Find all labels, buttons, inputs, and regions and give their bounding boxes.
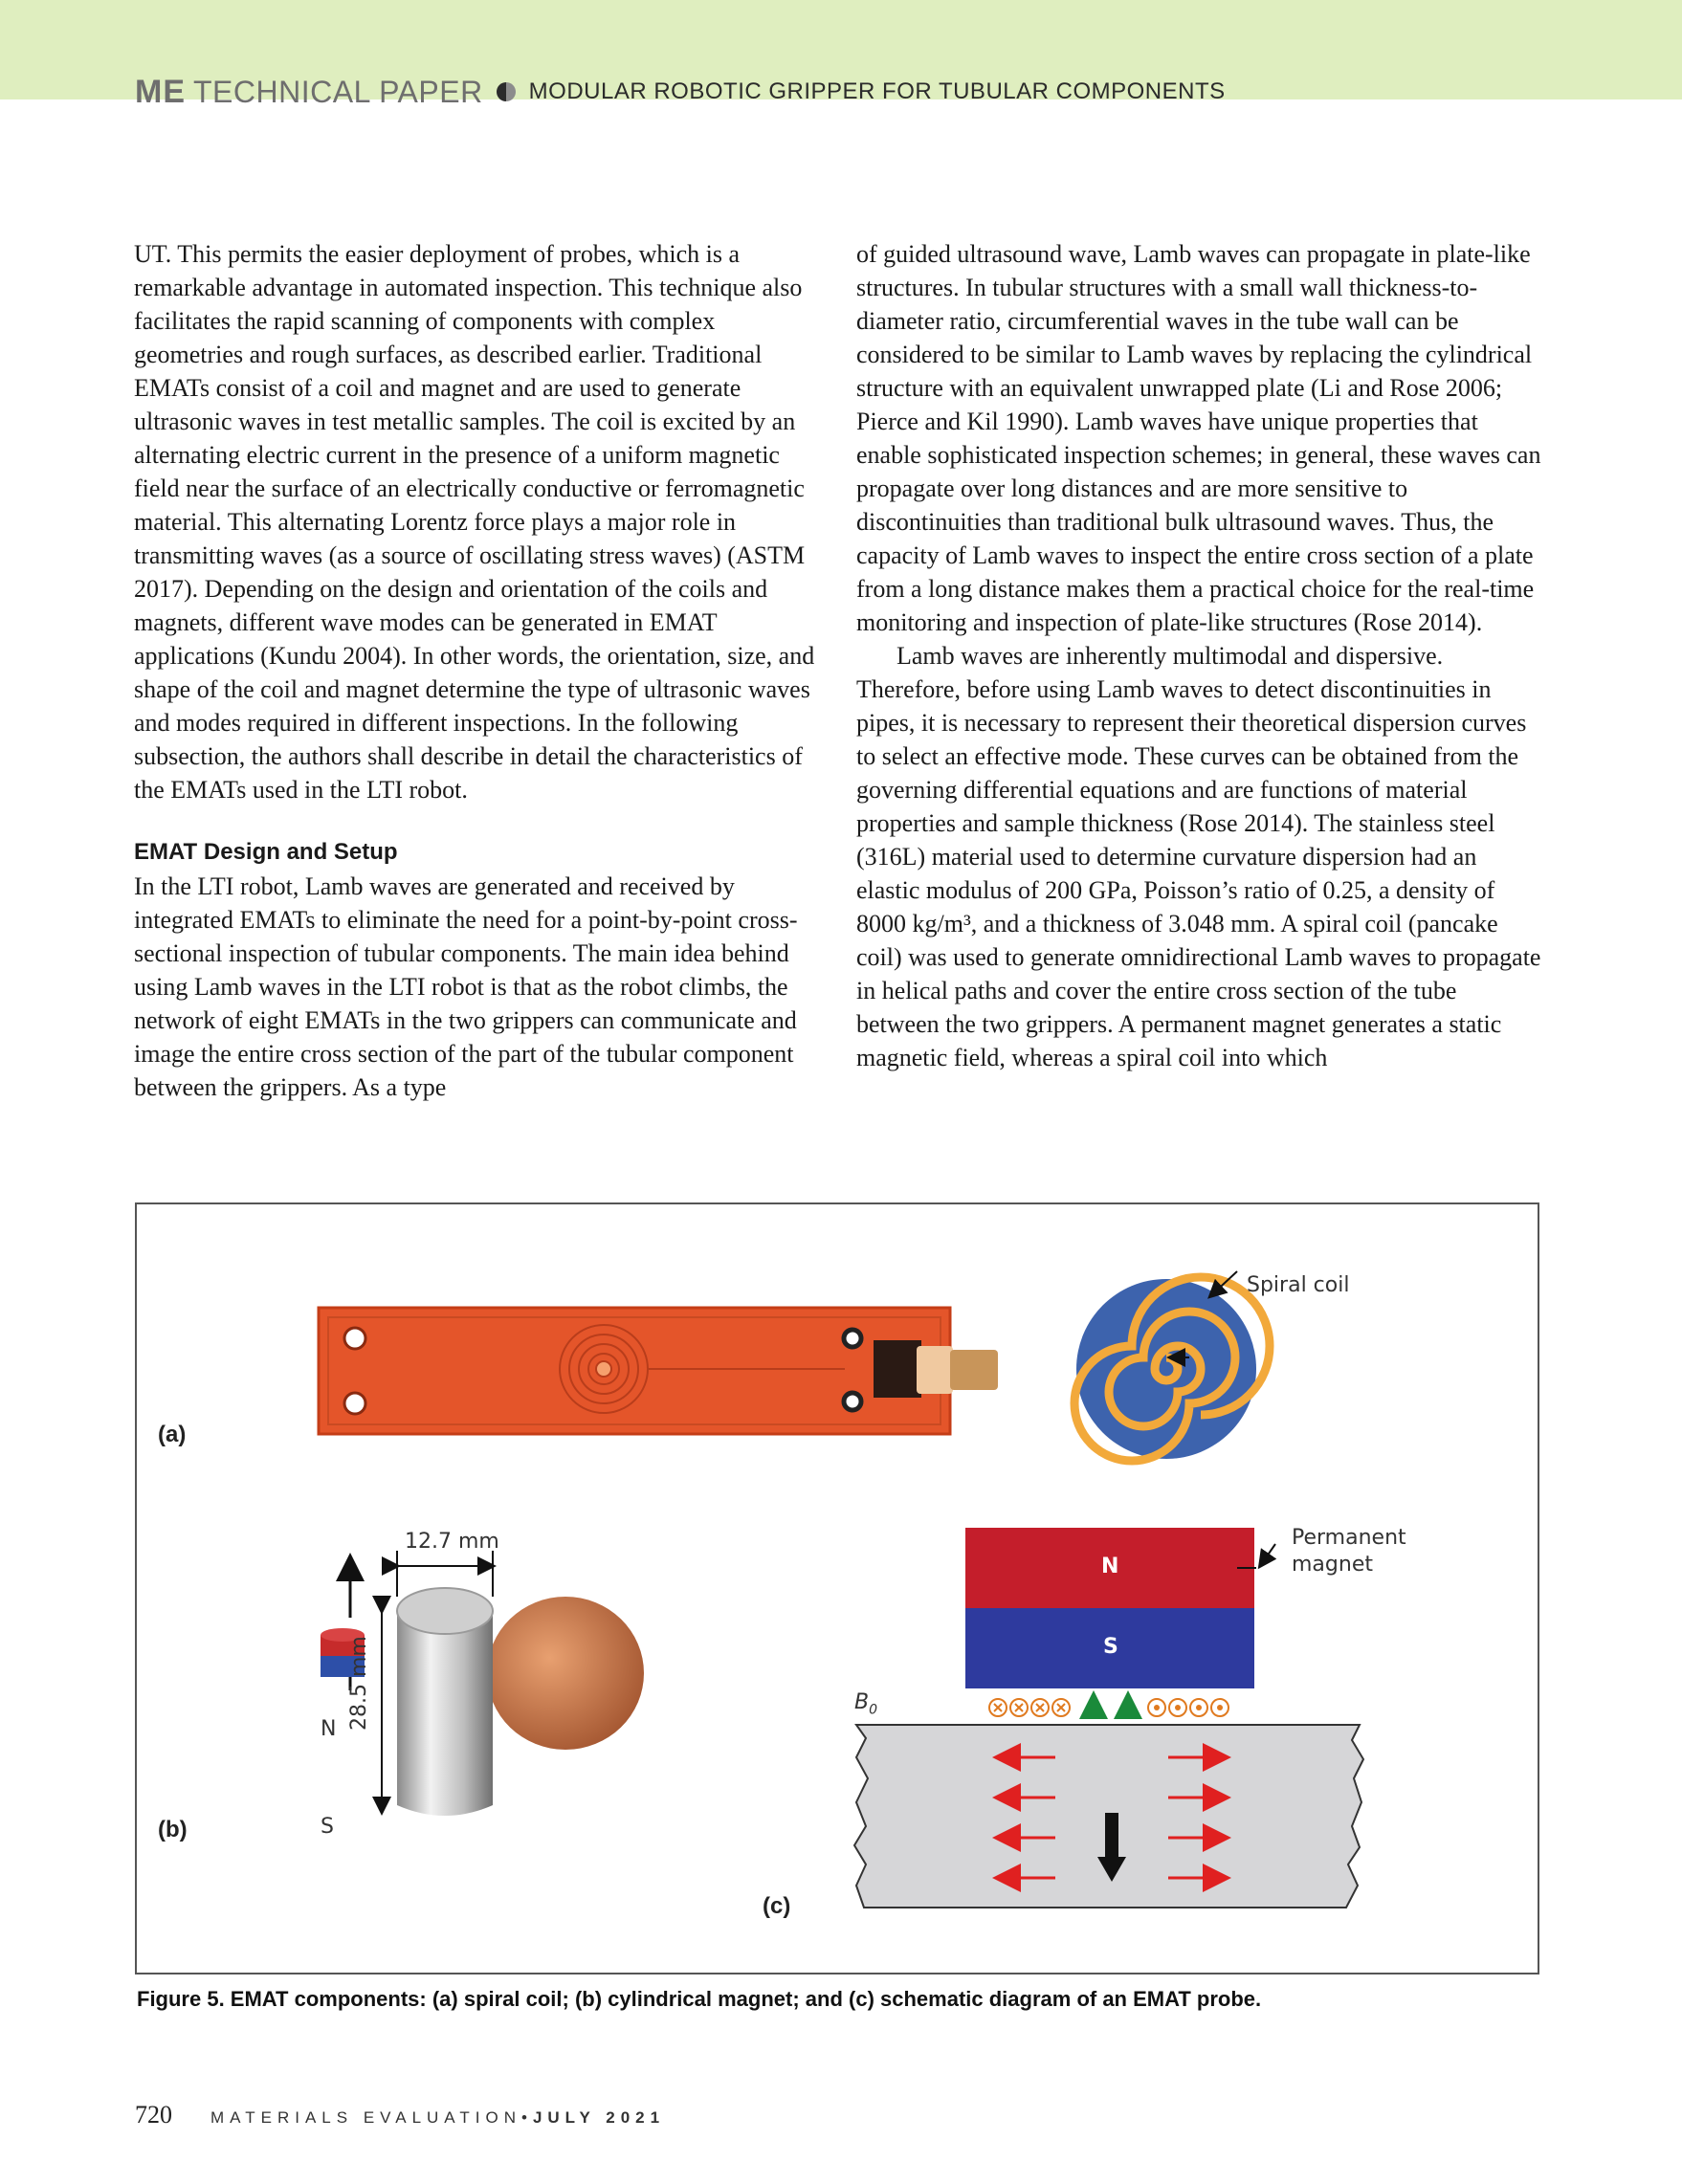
magnet-north-label: N xyxy=(1101,1555,1119,1578)
figure-5 xyxy=(135,1202,1539,1974)
page-number: 720 xyxy=(135,2101,172,2129)
spiral-coil-diagram xyxy=(1074,1271,1270,1461)
running-header xyxy=(135,73,1226,111)
b0-label xyxy=(854,1690,877,1717)
spiral-coil-label: Spiral coil xyxy=(1247,1273,1350,1297)
article-title: MODULAR ROBOTIC GRIPPER FOR TUBULAR COMPONENTS xyxy=(528,78,1226,104)
b0-subscript: 0 xyxy=(869,1702,878,1718)
issue-date: JULY 2021 xyxy=(532,2108,666,2127)
height-dimension-label: 28.5 mm xyxy=(347,1636,371,1731)
permanent-magnet-label-2: magnet xyxy=(1292,1553,1373,1577)
south-pole-label: S xyxy=(321,1815,334,1839)
section-label: TECHNICAL PAPER xyxy=(193,74,483,109)
emat-schematic xyxy=(854,1528,1363,1908)
paragraph: of guided ultrasound wave, Lamb waves can propagate in plate-like structures. In tubular structures with a small wall thickness-to-diameter ratio, circumferential waves in the tube wall can be considered to be similar to Lamb waves by replacing the cylindrical structure with an equivalent unwrapped plate (Li and Rose 2006; Pierce and Kil 1990). Lamb waves have unique properties that enable sophisticated inspection schemes; in general, these waves can propagate over long distances and are more sensitive to discontinuities than traditional bulk ultrasound waves. Thus, the capacity of Lamb waves to inspect the entire cross section of a plate from a long distance makes them a practical choice for the real-time monitoring and inspection of plate-like structures (Rose 2014). xyxy=(856,240,1541,636)
b0-symbol: B xyxy=(854,1690,870,1714)
right-column xyxy=(856,237,1545,1074)
width-dimension-label: 12.7 mm xyxy=(405,1530,499,1554)
panel-label-b: (b) xyxy=(158,1817,188,1842)
panel-label-a: (a) xyxy=(158,1422,187,1447)
figure-caption: Figure 5. EMAT components: (a) spiral coil; (b) cylindrical magnet; and (c) schematic diagram of an EMAT probe. xyxy=(137,1987,1262,2011)
permanent-magnet-label: Permanent xyxy=(1292,1526,1406,1550)
paragraph: Lamb waves are inherently multimodal and dispersive. Therefore, before using Lamb waves to detect discontinuities in pipes, it is necessary to represent their theoretical dispersion curves to select an effective mode. These curves can be obtained from the governing differential equations and are functions of material properties and sample thickness (Rose 2014). The stainless steel (316L) material used to determine curvature dispersion had an elastic modulus of 200 GPa, Poisson’s ratio of 0.25, a density of 8000 kg/m³, and a thickness of 3.048 mm. A spiral coil (pancake coil) was used to generate omnidirectional Lamb waves to propagate in helical paths and cover the entire cross section of the tube between the two grippers. A permanent magnet generates a static magnetic field, whereas a spiral coil into which xyxy=(856,642,1541,1071)
panel-label-c: (c) xyxy=(763,1893,791,1919)
paragraph: UT. This permits the easier deployment of probes, which is a remarkable advantage in automated inspection. This technique also facilitates the rapid scanning of components with complex geometries and rough surfaces, as described earlier. Traditional EMATs consist of a coil and magnet and are used to generate ultrasonic waves in test metallic samples. The coil is excited by an alternating electric current in the presence of a uniform magnetic field near the surface of an electrically conductive or ferromagnetic material. This alternating Lorentz force plays a major role in transmitting waves (as a source of oscillating stress waves) (ASTM 2017). Depending on the design and orientation of the coils and magnets, different wave modes can be generated in EMAT applications (Kundu 2004). In other words, the orientation, size, and shape of the coil and magnet determine the type of ultrasonic waves and modes required in different inspections. In the following subsection, the authors shall describe in detail the characteristics of the EMATs used in the LTI robot. xyxy=(134,240,815,804)
me-logo: ME xyxy=(135,73,186,110)
header-bullet-icon xyxy=(497,82,516,101)
flex-pcb-coil xyxy=(319,1308,998,1434)
footer-separator: • xyxy=(521,2108,533,2127)
subheading: EMAT Design and Setup xyxy=(134,839,398,865)
paragraph: In the LTI robot, Lamb waves are generated and received by integrated EMATs to eliminate the need for a point-by-point cross-sectional inspection of tubular components. The main idea behind using Lamb waves in the LTI robot is that as the robot climbs, the network of eight EMATs in the two grippers can communicate and image the entire cross section of the part of the tubular component between the grippers. As a type xyxy=(134,872,798,1101)
figure-artwork xyxy=(137,1204,1538,1973)
journal-name: MATERIALS EVALUATION xyxy=(210,2108,521,2127)
left-column xyxy=(134,237,823,1104)
north-pole-label: N xyxy=(321,1717,337,1741)
magnet-south-label: S xyxy=(1103,1635,1118,1659)
page-footer xyxy=(135,2101,665,2129)
